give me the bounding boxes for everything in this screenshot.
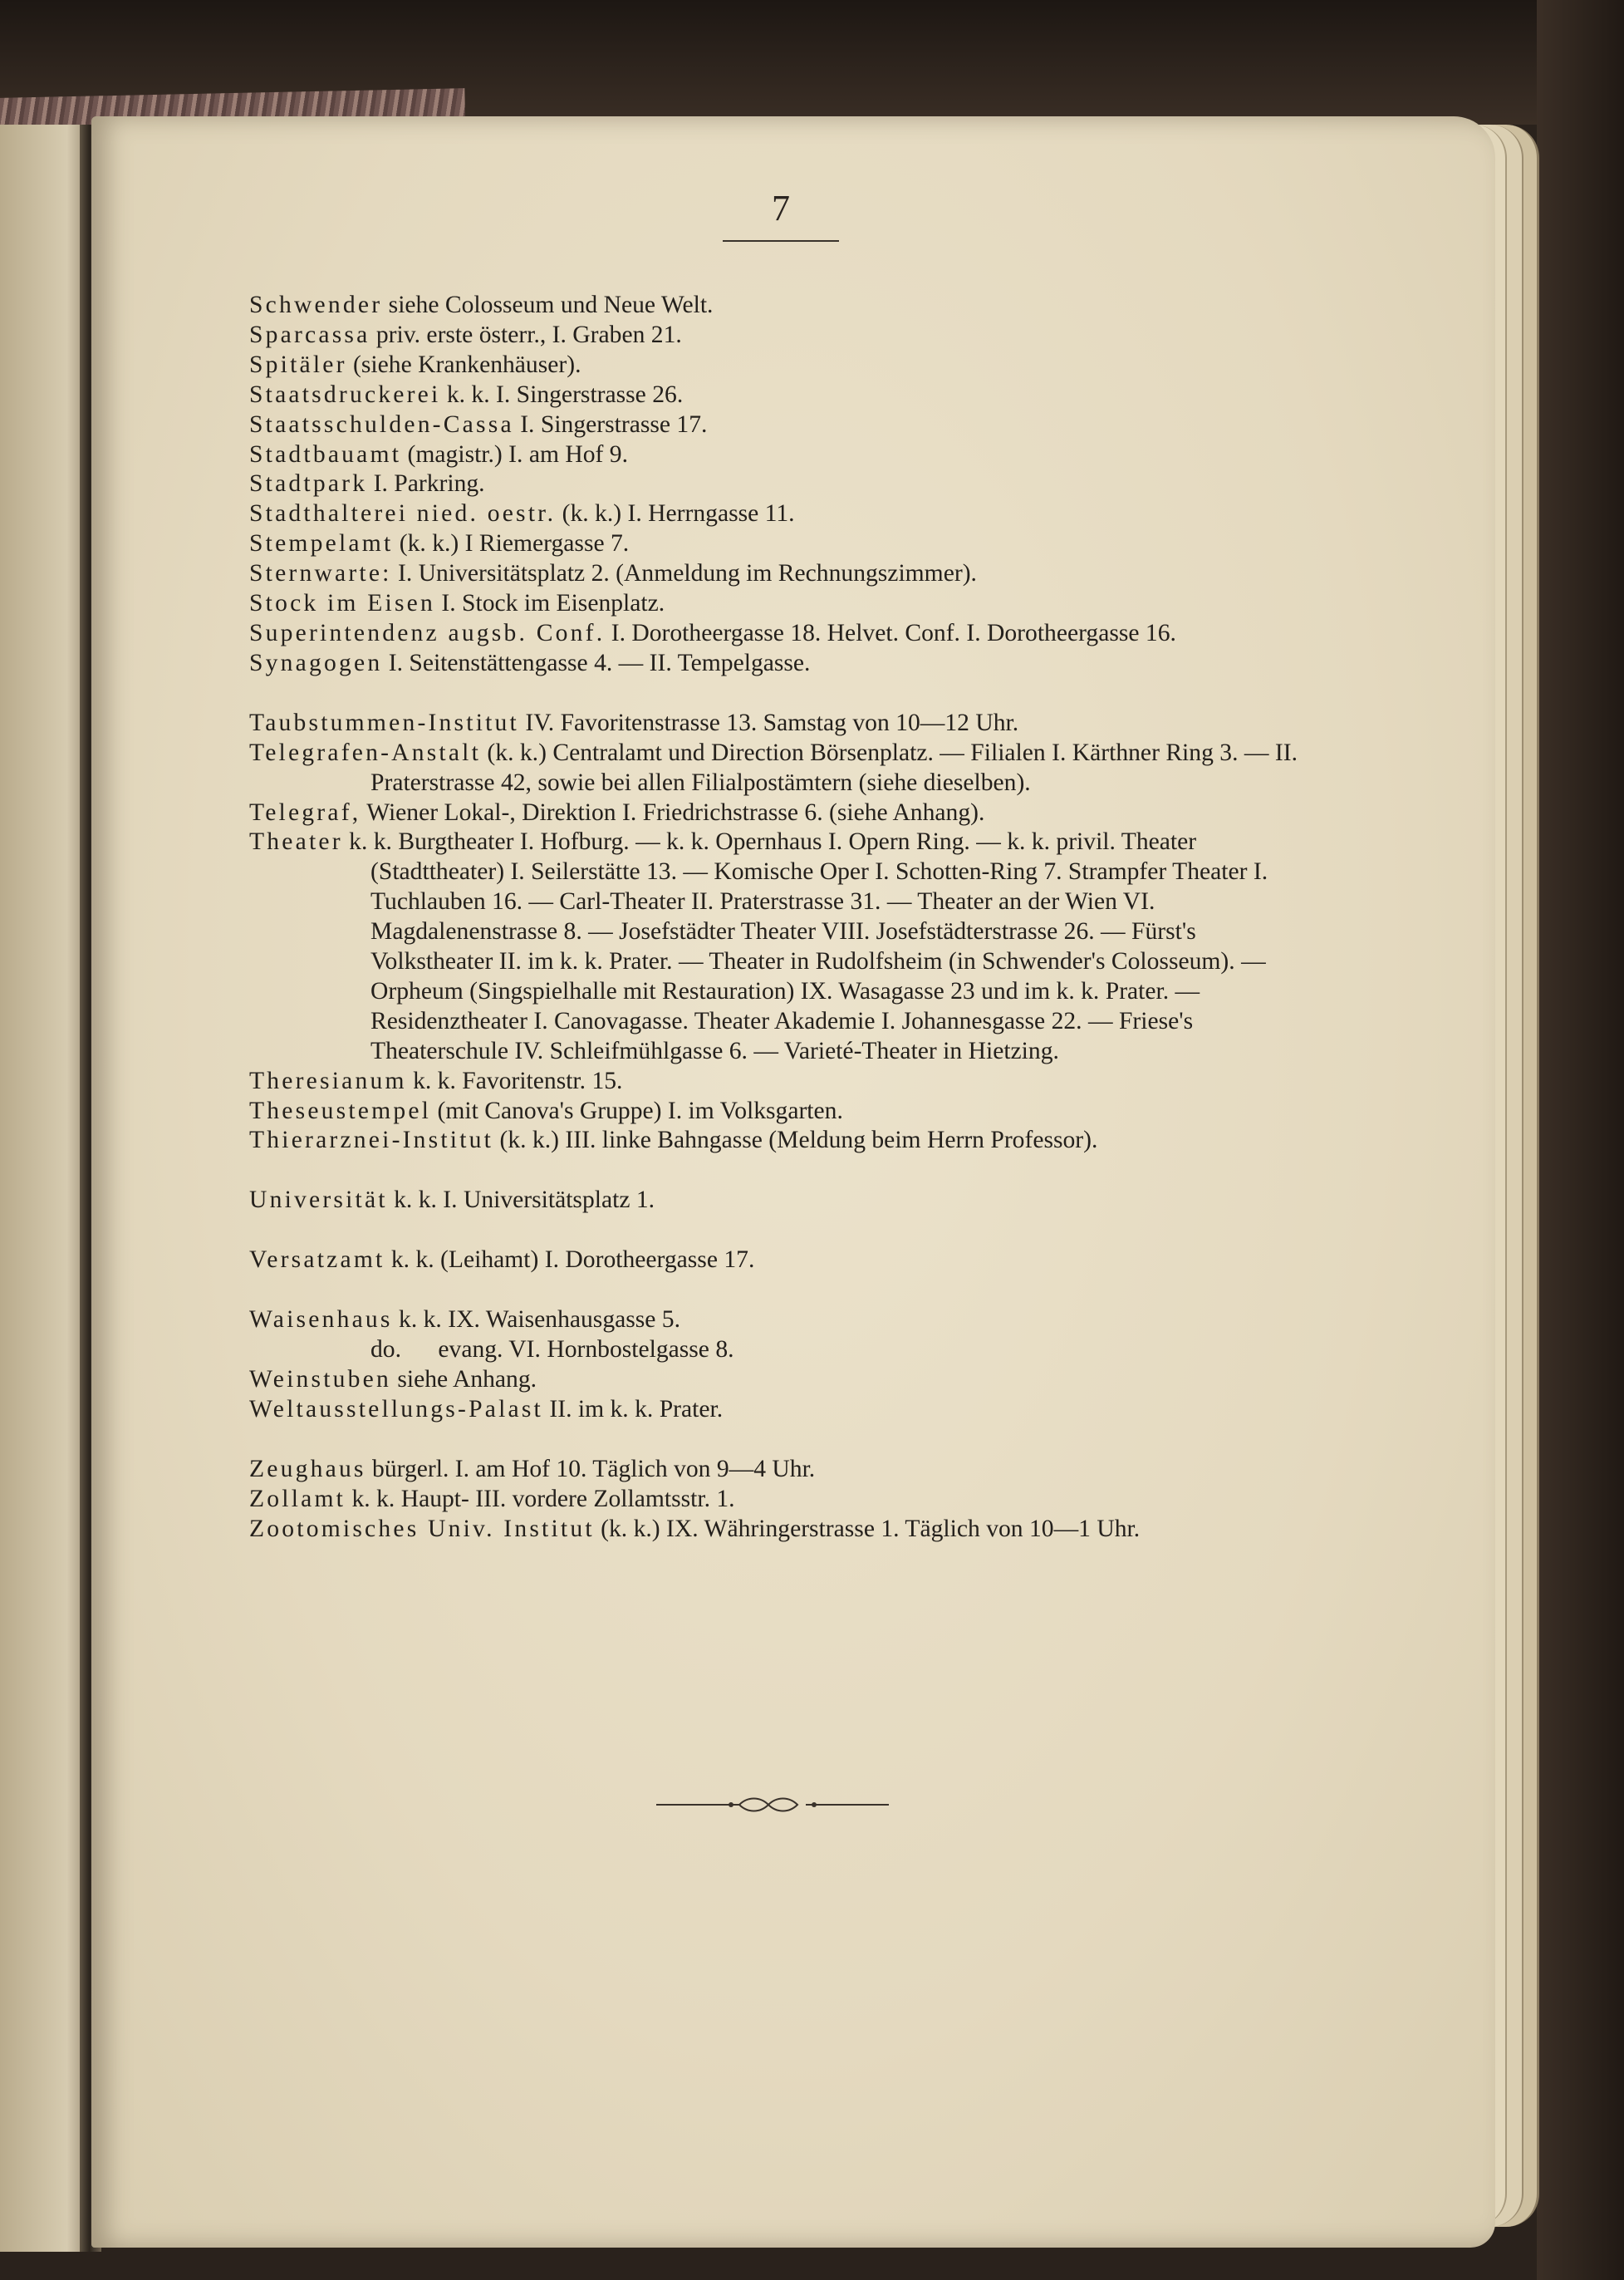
entry-text: bürgerl. I. am Hof 10. Täglich von 9—4 Uhr. (366, 1455, 816, 1482)
entry-keyword: Theresianum (249, 1067, 407, 1094)
entry-keyword: Zootomisches Univ. Institut (249, 1515, 595, 1542)
entry-keyword: Spitäler (249, 351, 347, 378)
page-number-rule (723, 240, 839, 242)
entry-text: I. Singerstrasse 17. (513, 410, 708, 438)
entry-keyword: Theseustempel (249, 1097, 432, 1124)
entry-text: k. k. (Leihamt) I. Dorotheergasse 17. (385, 1246, 755, 1274)
section-gap (249, 1425, 1321, 1455)
directory-entry (249, 709, 1321, 739)
directory-entry (249, 1186, 1321, 1216)
section-gap (249, 679, 1321, 709)
directory-entry (249, 1455, 1321, 1485)
entry-keyword: Versatzamt (249, 1246, 385, 1274)
entry-keyword: Telegrafen-Anstalt (249, 739, 482, 766)
entry-text: priv. erste österr., I. Graben 21. (370, 321, 682, 348)
directory-entry (249, 619, 1321, 649)
entry-keyword: Zeughaus (249, 1455, 366, 1482)
entry-text: (magistr.) I. am Hof 9. (401, 440, 629, 468)
entry-text: I. Stock im Eisenplatz. (435, 590, 665, 617)
entry-keyword: Stadtbauamt (249, 440, 402, 468)
entry-text: (mit Canova's Gruppe) I. im Volksgarten. (431, 1097, 843, 1124)
entry-keyword: Theater (249, 828, 343, 856)
entry-text: (k. k.) I. Herrngasse 11. (556, 500, 795, 528)
entry-keyword: Sternwarte: (249, 560, 392, 587)
directory-entry (249, 739, 1321, 798)
entry-keyword: Taubstummen-Institut (249, 709, 519, 736)
entry-keyword: Stadthalterei nied. oestr. (249, 500, 557, 528)
directory-entry (249, 321, 1321, 351)
scanner-background-right (1537, 0, 1624, 2280)
entry-keyword: Sparcassa (249, 321, 370, 348)
directory-listing (249, 291, 1321, 1545)
page-number: 7 (772, 188, 790, 228)
directory-entry (249, 649, 1321, 679)
entry-text: IV. Favoritenstrasse 13. Samstag von 10—12 Uhr. (518, 709, 1019, 736)
entry-keyword: Thierarznei-Institut (249, 1127, 494, 1154)
entry-keyword: Synagogen (249, 649, 383, 676)
entry-text: (k. k.) Centralamt und Direction Börsenplatz. — Filialen I. Kärthner Ring 3. — II. Praterstrasse 42, sowie bei allen Filialpostämtern (siehe dieselben). (370, 739, 1304, 796)
section-gap (249, 1156, 1321, 1186)
entry-text: II. im k. k. Prater. (542, 1395, 724, 1423)
entry-keyword: Weltausstellungs-Palast (249, 1395, 543, 1423)
entry-text: (k. k.) I Riemergasse 7. (393, 530, 630, 558)
entry-text: k. k. Burgtheater I. Hofburg. — k. k. Opernhaus I. Opern Ring. — k. k. privil. Theater (Stadttheater) I. Seilerstätte 13. — Komische Oper I. Schotten-Ring 7. Strampfer Theater I. Tuchlauben 16. — Carl-Theater II. Praterstrasse 31. — Theater an der Wien VI. Magdalenenstrasse 8. — Josefstädter Theater VIII. Josefstädterstrasse 26. — Fürst's Volkstheater II. im k. k. Prater. — Theater in Rudolfsheim (in Schwender's Colosseum). — Orpheum (Singspielhalle mit Restauration) IX. Wasagasse 23 und im k. k. Prater. — Residenztheater I. Canovagasse. Theater Akademie I. Johannesgasse 22. — Friese's Theaterschule IV. Schleifmühlgasse 6. — Varieté-Theater in Hietzing. (342, 828, 1274, 1064)
entry-keyword: Zollamt (249, 1485, 346, 1512)
entry-text: (k. k.) IX. Währingerstrasse 1. Täglich von 10—1 Uhr. (594, 1515, 1141, 1542)
entry-text: Wiener Lokal-, Direktion I. Friedrichstrasse 6. (siehe Anhang). (361, 798, 985, 826)
entry-text: I. Seitenstättengasse 4. — II. Tempelgasse. (382, 649, 811, 676)
directory-entry (249, 529, 1321, 559)
directory-entry (249, 1246, 1321, 1275)
directory-entry (249, 1126, 1321, 1156)
entry-keyword: Stock im Eisen (249, 590, 435, 617)
entry-text: I. Parkring. (367, 470, 485, 498)
directory-entry (249, 440, 1321, 470)
directory-entry (249, 1395, 1321, 1425)
directory-entry (249, 469, 1321, 499)
directory-entry (249, 589, 1321, 619)
entry-keyword: Waisenhaus (249, 1306, 393, 1334)
entry-keyword: Superintendenz augsb. Conf. (249, 619, 606, 646)
directory-entry (249, 499, 1321, 529)
end-ornament-icon (648, 1788, 897, 1821)
directory-entry (249, 381, 1321, 410)
directory-entry (249, 1067, 1321, 1097)
entry-text: (siehe Krankenhäuser). (346, 351, 581, 378)
entry-text: (k. k.) III. linke Bahngasse (Meldung beim Herrn Professor). (493, 1127, 1098, 1154)
section-gap (249, 1275, 1321, 1305)
entry-keyword: Weinstuben (249, 1366, 391, 1393)
directory-entry (249, 559, 1321, 589)
section-gap (249, 1216, 1321, 1246)
entry-text: k. k. I. Singerstrasse 26. (440, 381, 684, 408)
directory-entry (249, 1515, 1321, 1545)
entry-text: k. k. Favoritenstr. 15. (406, 1067, 623, 1094)
entry-keyword: Schwender (249, 292, 383, 318)
directory-entry (249, 351, 1321, 381)
entry-text: I. Dorotheergasse 18. Helvet. Conf. I. Dorotheergasse 16. (605, 619, 1176, 646)
entry-text: k. k. I. Universitätsplatz 1. (387, 1187, 655, 1214)
entry-text: I. Universitätsplatz 2. (Anmeldung im Rechnungszimmer). (391, 560, 977, 587)
entry-keyword: Universität (249, 1187, 388, 1214)
entry-keyword: Stadtpark (249, 470, 368, 498)
entry-keyword: Staatsdruckerei (249, 381, 441, 408)
entry-text: siehe Anhang. (390, 1366, 537, 1393)
entry-keyword: Staatsschulden-Cassa (249, 410, 514, 438)
directory-entry (249, 798, 1321, 828)
directory-entry (249, 1485, 1321, 1515)
entry-text: do. evang. VI. Hornbostelgasse 8. (370, 1336, 734, 1364)
entry-text: k. k. IX. Waisenhausgasse 5. (392, 1306, 681, 1334)
directory-entry (249, 410, 1321, 440)
directory-entry (249, 828, 1321, 1066)
directory-entry (249, 1305, 1321, 1335)
directory-entry (249, 1335, 1321, 1365)
directory-entry (249, 291, 1321, 321)
entry-keyword: Telegraf, (249, 798, 361, 826)
entry-keyword: Stempelamt (249, 530, 394, 558)
directory-entry (249, 1097, 1321, 1127)
entry-text: k. k. Haupt- III. vordere Zollamtsstr. 1. (346, 1485, 735, 1512)
directory-entry (249, 1365, 1321, 1395)
entry-text: siehe Colosseum und Neue Welt. (382, 292, 714, 318)
